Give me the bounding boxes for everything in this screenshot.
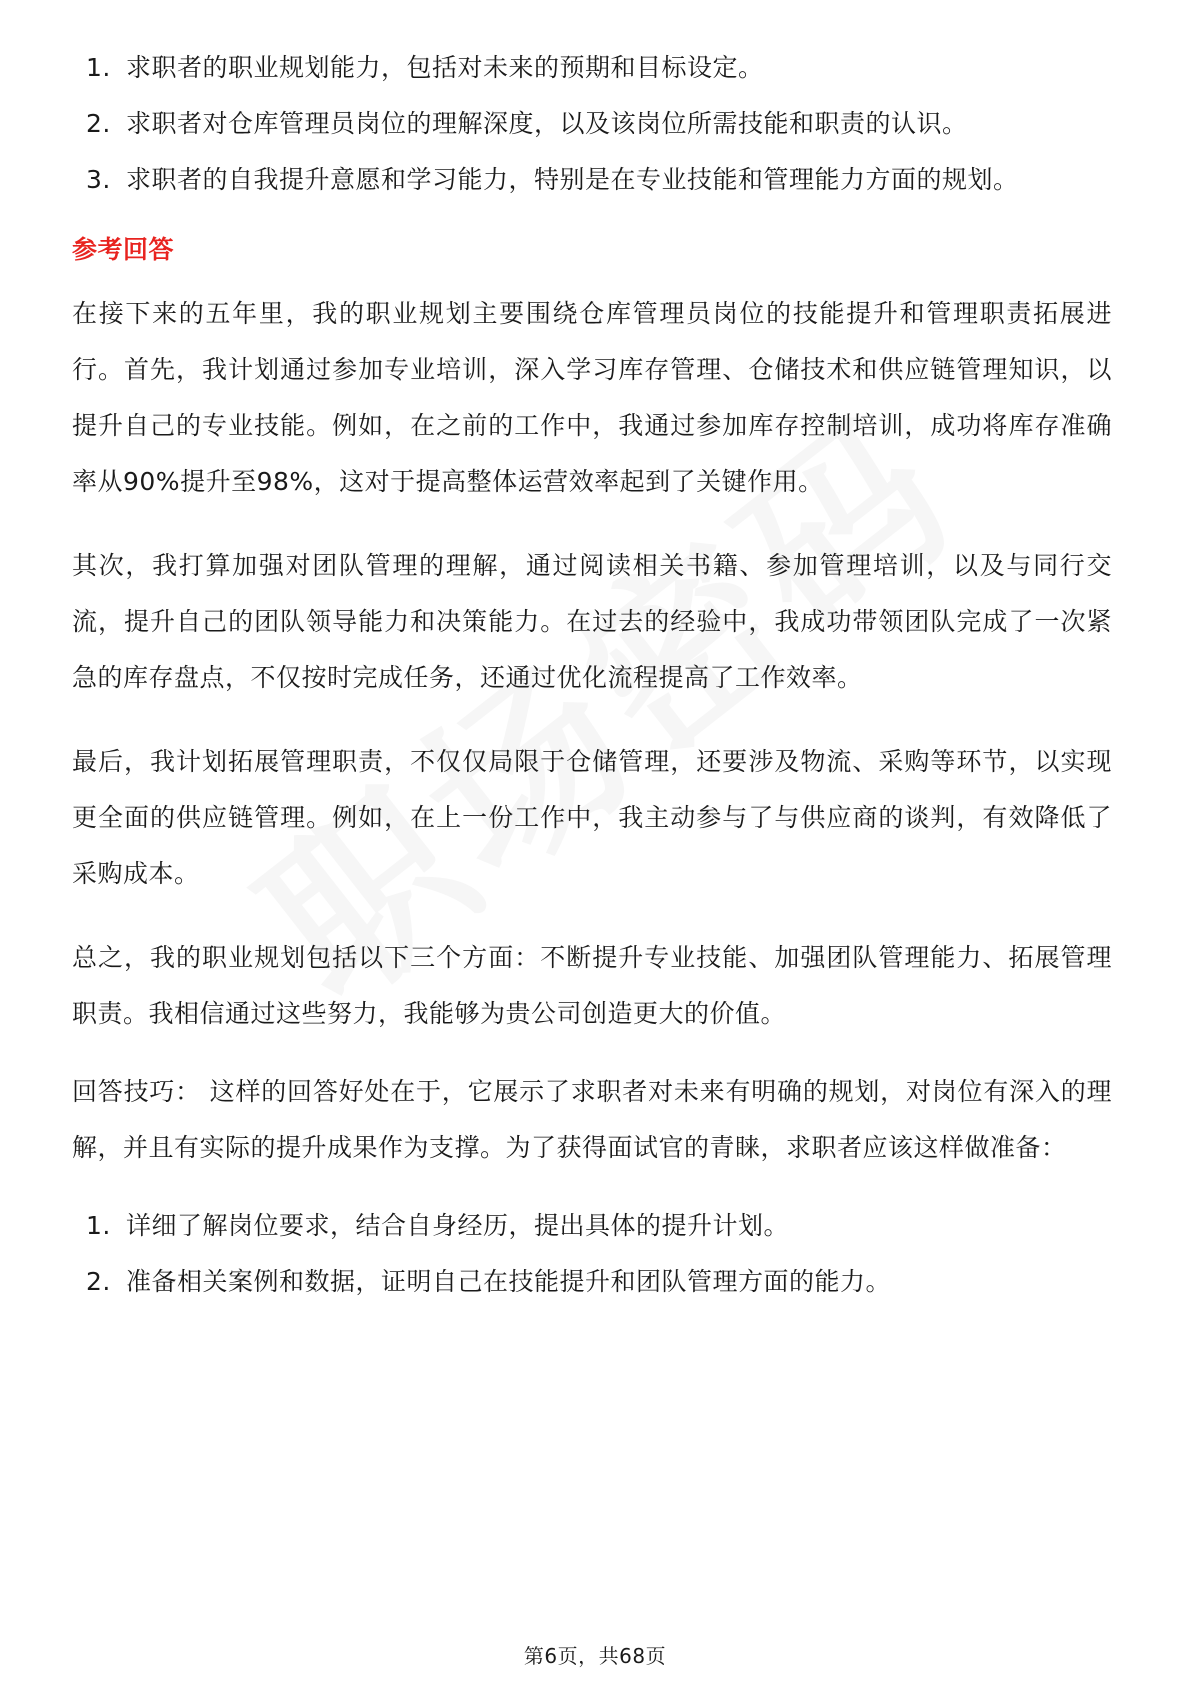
list-item — [72, 152, 1112, 208]
preparation-list — [72, 1198, 1112, 1310]
answer-paragraph: 最后，我计划拓展管理职责，不仅仅局限于仓储管理，还要涉及物流、采购等环节，以实现更全面的供应链管理。例如，在上一份工作中，我主动参与了与供应商的谈判，有效降低了采购成本。 — [72, 747, 1112, 888]
list-number: 1. — [86, 1211, 111, 1240]
page-footer: 第6页，共68页 — [523, 1644, 667, 1668]
list-item — [72, 1254, 1112, 1310]
answer-paragraph: 其次，我打算加强对团队管理的理解，通过阅读相关书籍、参加管理培训，以及与同行交流，提升自己的团队领导能力和决策能力。在过去的经验中，我成功带领团队完成了一次紧急的库存盘点，不仅按时完成任务，还通过优化流程提高了工作效率。 — [72, 551, 1112, 692]
section-title: 参考回答 — [72, 235, 175, 264]
list-number: 2. — [86, 109, 111, 138]
assessment-points-list — [72, 40, 1112, 208]
list-item — [72, 96, 1112, 152]
list-number: 1. — [86, 53, 111, 82]
list-number: 2. — [86, 1267, 111, 1296]
list-item — [72, 40, 1112, 96]
answer-paragraph: 在接下来的五年里，我的职业规划主要围绕仓库管理员岗位的技能提升和管理职责拓展进行。首先，我计划通过参加专业培训，深入学习库存管理、仓储技术和供应链管理知识，以提升自己的专业技能。例如，在之前的工作中，我通过参加库存控制培训，成功将库存准确率从90%提升至98%，这对于提高整体运营效率起到了关键作用。 — [72, 299, 1112, 496]
list-item-text: 求职者的自我提升意愿和学习能力，特别是在专业技能和管理能力方面的规划。 — [126, 165, 1019, 194]
list-item-text: 详细了解岗位要求，结合自身经历，提出具体的提升计划。 — [126, 1211, 790, 1240]
list-number: 3. — [86, 165, 111, 194]
page-content — [72, 40, 1112, 1310]
answer-paragraph: 总之，我的职业规划包括以下三个方面：不断提升专业技能、加强团队管理能力、拓展管理职责。我相信通过这些努力，我能够为贵公司创造更大的价值。 — [72, 943, 1112, 1028]
list-item-text: 求职者对仓库管理员岗位的理解深度，以及该岗位所需技能和职责的认识。 — [126, 109, 968, 138]
tips-paragraph: 回答技巧： 这样的回答好处在于，它展示了求职者对未来有明确的规划，对岗位有深入的理解，并且有实际的提升成果作为支撑。为了获得面试官的青睐，求职者应该这样做准备： — [72, 1077, 1112, 1162]
list-item-text: 求职者的职业规划能力，包括对未来的预期和目标设定。 — [126, 53, 764, 82]
list-item-text: 准备相关案例和数据，证明自己在技能提升和团队管理方面的能力。 — [126, 1267, 892, 1296]
list-item — [72, 1198, 1112, 1254]
